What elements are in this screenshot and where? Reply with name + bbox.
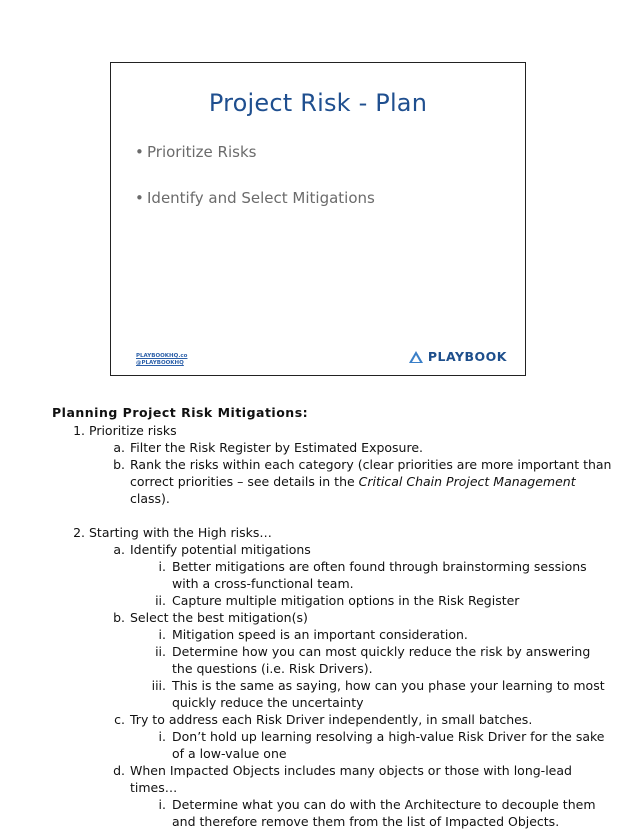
slide-title: Project Risk - Plan: [208, 89, 428, 117]
section-heading: Planning Project Risk Mitigations:: [52, 405, 309, 420]
playbook-logo-icon: [408, 350, 424, 364]
list-item: b. Select the best mitigation(s): [113, 610, 308, 625]
list-item: d. When Impacted Objects includes many objects or those with long-lead times…: [113, 763, 572, 795]
list-item: a. Identify potential mitigations: [113, 542, 311, 557]
slide-bullet: • Prioritize Risks: [135, 143, 257, 161]
list-item: b. Rank the risks within each category (clear priorities are more important than correct priorities – see details in the Critical Chain Project Management class).: [113, 457, 612, 506]
list-item: ii. Determine how you can most quickly reduce the risk by answering the questions (i.e. Risk Drivers).: [155, 644, 591, 676]
document-body: [52, 404, 612, 830]
footer-link-website[interactable]: PLAYBOOKHQ.co: [136, 353, 188, 359]
list-item: i. Better mitigations are often found through brainstorming sessions with a cross-functional team.: [158, 559, 587, 591]
footer-link-twitter[interactable]: @PLAYBOOKHQ: [136, 360, 184, 366]
list-item: i. Mitigation speed is an important consideration.: [158, 627, 468, 642]
slide-footer-links: [136, 353, 187, 367]
list-item: i. Don’t hold up learning resolving a high-value Risk Driver for the sake of a low-value one: [158, 729, 605, 761]
list-item: 1. Prioritize risks: [73, 423, 177, 438]
list-item: iii. This is the same as saying, how can you phase your learning to most quickly reduce the uncertainty: [151, 678, 605, 710]
slide-image: [110, 62, 526, 376]
playbook-logo: [408, 349, 507, 364]
list-item: a. Filter the Risk Register by Estimated Exposure.: [113, 440, 424, 455]
list-item: 2. Starting with the High risks…: [73, 525, 272, 540]
list-item: i. Determine what you can do with the Architecture to decouple them and therefore remove them from the list of Impacted Objects.: [158, 797, 596, 829]
slide-bullet: • Identify and Select Mitigations: [135, 189, 375, 207]
list-item: ii. Capture multiple mitigation options in the Risk Register: [155, 593, 520, 608]
playbook-logo-text: PLAYBOOK: [427, 349, 507, 364]
list-item: c. Try to address each Risk Driver independently, in small batches.: [114, 712, 533, 727]
